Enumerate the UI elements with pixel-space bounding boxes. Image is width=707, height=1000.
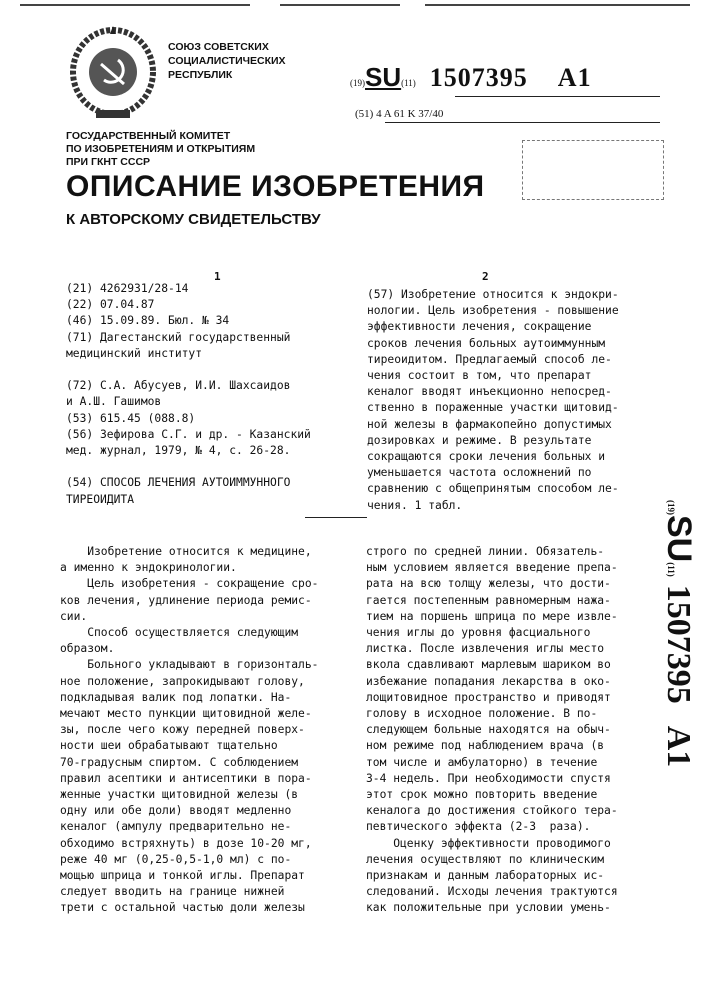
country-code: SU <box>660 515 698 562</box>
text-line: как положительные при условии умень- <box>366 900 618 916</box>
patent-number: 1507395 <box>660 585 697 704</box>
patent-number: 1507395 <box>430 63 528 92</box>
rule <box>455 96 660 97</box>
text-line: зы, после чего кожу передней поверх- <box>60 722 318 738</box>
union-line: РЕСПУБЛИК <box>168 68 286 82</box>
text-line: правил асептики и антисептики в пора- <box>60 771 318 787</box>
text-line: эффективности лечения, сокращение <box>367 319 619 335</box>
committee-line: ГОСУДАРСТВЕННЫЙ КОМИТЕТ <box>66 130 255 143</box>
top-rule <box>20 4 250 6</box>
text-line: (21) 4262931/28-14 <box>66 281 311 297</box>
text-line: тием на поршень шприца по мере извле- <box>366 609 618 625</box>
text-line: Изобретение относится к медицине, <box>60 544 318 560</box>
top-rule <box>280 4 400 6</box>
code-11: (11) <box>401 78 416 88</box>
text-line: строго по средней линии. Обязатель- <box>366 544 618 560</box>
text-line: (53) 615.45 (088.8) <box>66 411 311 427</box>
text-line: следует вводить на границе нижней <box>60 884 318 900</box>
text-line: тиреоидитом. Предлагаемый способ ле- <box>367 352 619 368</box>
document-title: ОПИСАНИЕ ИЗОБРЕТЕНИЯ <box>66 170 485 204</box>
text-line: сии. <box>60 609 318 625</box>
text-line: образом. <box>60 641 318 657</box>
text-line: рата на всю толщу железы, что дости- <box>366 576 618 592</box>
text-line: голову в исходное положение. В по- <box>366 706 618 722</box>
text-line: следований. Исходы лечения трактуются <box>366 884 618 900</box>
text-line: Способ осуществляется следующим <box>60 625 318 641</box>
abstract <box>367 287 619 514</box>
text-line: вкола сдавливают марлевым шариком во <box>366 657 618 673</box>
ipc-classification <box>355 108 443 120</box>
text-line: трети с остальной частью доли железы <box>60 900 318 916</box>
text-line: и А.Ш. Гашимов <box>66 394 311 410</box>
bibliographic-data <box>66 281 311 508</box>
text-line: Цель изобретения - сокращение сро- <box>60 576 318 592</box>
committee-line: ПРИ ГКНТ СССР <box>66 156 255 169</box>
text-line <box>66 362 311 378</box>
text-line: одну или обе доли) вводят медленно <box>60 803 318 819</box>
text-line: дозировках и режиме. В результате <box>367 433 619 449</box>
text-line: (71) Дагестанский государственный <box>66 330 311 346</box>
text-line: этот срок можно повторить введение <box>366 787 618 803</box>
patent-page <box>0 0 707 1000</box>
ussr-emblem-icon <box>66 22 161 122</box>
library-stamp <box>522 140 664 200</box>
text-line: ной железы в фармакопейно допустимых <box>367 417 619 433</box>
union-name <box>168 40 286 82</box>
code-19: (19) <box>666 500 676 515</box>
text-line: певтического эффекта (2-3 раза). <box>366 819 618 835</box>
text-line: лечения осуществляют по клиническим <box>366 852 618 868</box>
document-subtitle: К АВТОРСКОМУ СВИДЕТЕЛЬСТВУ <box>66 211 321 228</box>
text-line: ков лечения, удлинение периода ремис- <box>60 593 318 609</box>
text-line: медицинский институт <box>66 346 311 362</box>
text-line: сравнению с общепринятым способом ле- <box>367 481 619 497</box>
committee-line: ПО ИЗОБРЕТЕНИЯМ И ОТКРЫТИЯМ <box>66 143 255 156</box>
column-number: 2 <box>482 270 489 283</box>
text-line: подкладывая валик под лопатки. На- <box>60 690 318 706</box>
text-line: сокращаются сроки лечения больных и <box>367 449 619 465</box>
text-line: уменьшается частота осложнений по <box>367 465 619 481</box>
code-11: (11) <box>666 562 676 577</box>
text-line: (57) Изобретение относится к эндокри- <box>367 287 619 303</box>
union-line: СОЦИАЛИСТИЧЕСКИХ <box>168 54 286 68</box>
text-line: 70-градусным спиртом. С соблюдением <box>60 755 318 771</box>
text-line: кеналога до достижения стойкого тера- <box>366 803 618 819</box>
ipc-code: A 61 K 37/40 <box>384 108 444 120</box>
text-line: сроков лечения больных аутоиммунным <box>367 336 619 352</box>
text-line: (72) С.А. Абусуев, И.И. Шахсаидов <box>66 378 311 394</box>
text-line: (22) 07.04.87 <box>66 297 311 313</box>
text-line: ТИРЕОИДИТА <box>66 492 311 508</box>
description-right-column <box>366 544 618 917</box>
text-line: (46) 15.09.89. Бюл. № 34 <box>66 313 311 329</box>
text-line: а именно к эндокринологии. <box>60 560 318 576</box>
text-line: гается постепенным равномерным нажа- <box>366 593 618 609</box>
top-rule <box>425 4 690 6</box>
country-code: SU <box>365 62 401 92</box>
patent-id <box>350 62 660 93</box>
kind-code: A1 <box>558 63 592 92</box>
text-line: 3-4 недель. При необходимости спустя <box>366 771 618 787</box>
text-line: ном режиме под наблюдением врача (в <box>366 738 618 754</box>
separator <box>305 517 367 518</box>
vertical-patent-id <box>620 500 700 790</box>
text-line: мощью шприца и тонкой иглы. Препарат <box>60 868 318 884</box>
text-line: ственно в пораженные участки щитовид- <box>367 400 619 416</box>
text-line: нологии. Цель изобретения - повышение <box>367 303 619 319</box>
text-line: мед. журнал, 1979, № 4, с. 26-28. <box>66 443 311 459</box>
text-line: избежание попадания лекарства в око- <box>366 674 618 690</box>
text-line: том числе и амбулаторно) в течение <box>366 755 618 771</box>
code-19: (19) <box>350 78 365 88</box>
rule <box>385 122 660 123</box>
text-line: ное положение, запрокидывают голову, <box>60 674 318 690</box>
text-line: листка. После извлечения иглы место <box>366 641 618 657</box>
text-line: (54) СПОСОБ ЛЕЧЕНИЯ АУТОИММУННОГО <box>66 475 311 491</box>
column-number: 1 <box>214 270 221 283</box>
text-line: признакам и данным лабораторных ис- <box>366 868 618 884</box>
text-line: чения. 1 табл. <box>367 498 619 514</box>
text-line: (56) Зефирова С.Г. и др. - Казанский <box>66 427 311 443</box>
text-line: кеналог вводят инъекционно непосред- <box>367 384 619 400</box>
text-line: чения иглы до уровня фасциального <box>366 625 618 641</box>
committee <box>66 130 255 169</box>
kind-code: A1 <box>660 726 697 768</box>
text-line: Больного укладывают в горизонталь- <box>60 657 318 673</box>
union-line: СОЮЗ СОВЕТСКИХ <box>168 40 286 54</box>
text-line: мечают место пункции щитовидной желе- <box>60 706 318 722</box>
text-line: ности шеи обрабатывают тщательно <box>60 738 318 754</box>
text-line: ным условием является введение препа- <box>366 560 618 576</box>
text-line: лощитовидное пространство и приводят <box>366 690 618 706</box>
text-line: Оценку эффективности проводимого <box>366 836 618 852</box>
text-line: обходимо встряхнуть) в дозе 10-20 мг, <box>60 836 318 852</box>
description-left-column <box>60 544 318 917</box>
text-line: реже 40 мг (0,25-0,5-1,0 мл) с по- <box>60 852 318 868</box>
text-line: кеналог (ампулу предварительно не- <box>60 819 318 835</box>
code-51: (51) 4 <box>355 108 382 120</box>
text-line: чения состоит в том, что препарат <box>367 368 619 384</box>
text-line: следующем больные находятся на обыч- <box>366 722 618 738</box>
text-line <box>66 459 311 475</box>
text-line: женные участки щитовидной железы (в <box>60 787 318 803</box>
